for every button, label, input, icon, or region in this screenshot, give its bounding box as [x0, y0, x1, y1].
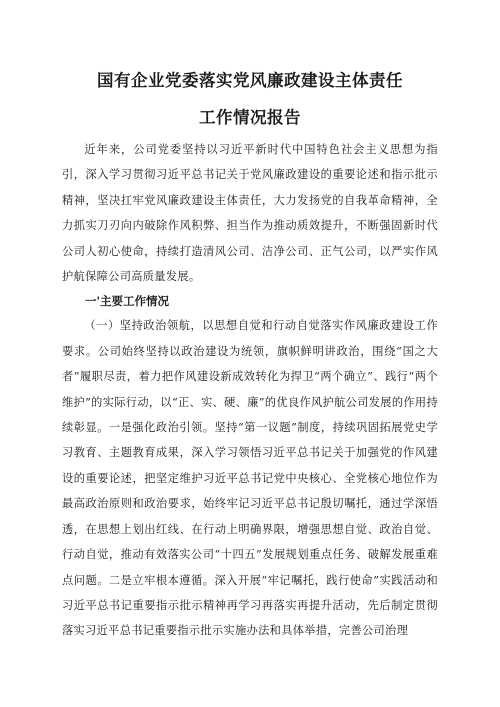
intro-paragraph: 近年来，公司党委坚持以习近平新时代中国特色社会主义思想为指引，深入学习贯彻习近平总书记关于党风廉政建设的重要论述和指示批示精神，坚决扛牢党风廉政建设主体责任，大力发扬党的自我革命精神，全力抓实刀刃向内破除作风积弊、担当作为推动质效提升，不断强固新时代公司人初心使命，持续打造清风公司、洁净公司、正气公司，以严实作风护航保障公司高质量发展。 — [62, 143, 438, 284]
section-heading: 一'主要工作情况 — [85, 294, 170, 309]
document-title-line1: 国有企业党委落实党风廉政建设主体责任 — [97, 71, 403, 90]
document-title-line2: 工作情况报告 — [199, 108, 301, 127]
section-body-paragraph: （一）坚持政治领航，以思想自觉和行动自觉落实作风廉政建设工作要求。公司始终坚持以政治建设为统领，旗帜鲜明讲政治，围绕“国之大者”履职尽责，着力把作风建设新成效转化为捍卫“两个确立”、践行“两个维护”的实际行动，以“正、实、硬、廉”的优良作风护航公司发展的作用持续彰显。一是强化政治引领。坚持“第一议题”制度，持续巩固拓展党史学习教育、主题教育成果，深入学习领悟习近平总书记关于加强党的作风建设的重要论述，把坚定维护习近平总书记党中央核心、全党核心地位作为最高政治原则和政治要求，始终牢记习近平总书记殷切嘱托，通过学深悟透，在思想上划出红线、在行动上明确界限，增强思想自觉、政治自觉、行动自觉，推动有效落实公司“十四五”发展规划重点任务、破解发展重难点问题。二是立牢根本遵循。深入开展“牢记嘱托，践行使命”实践活动和习近平总书记重要指示批示精神再学习再落实再提升活动，先后制定贯彻落实习近平总书记重要指示批示实施办法和具体举措，完善公司治理 — [62, 319, 438, 638]
